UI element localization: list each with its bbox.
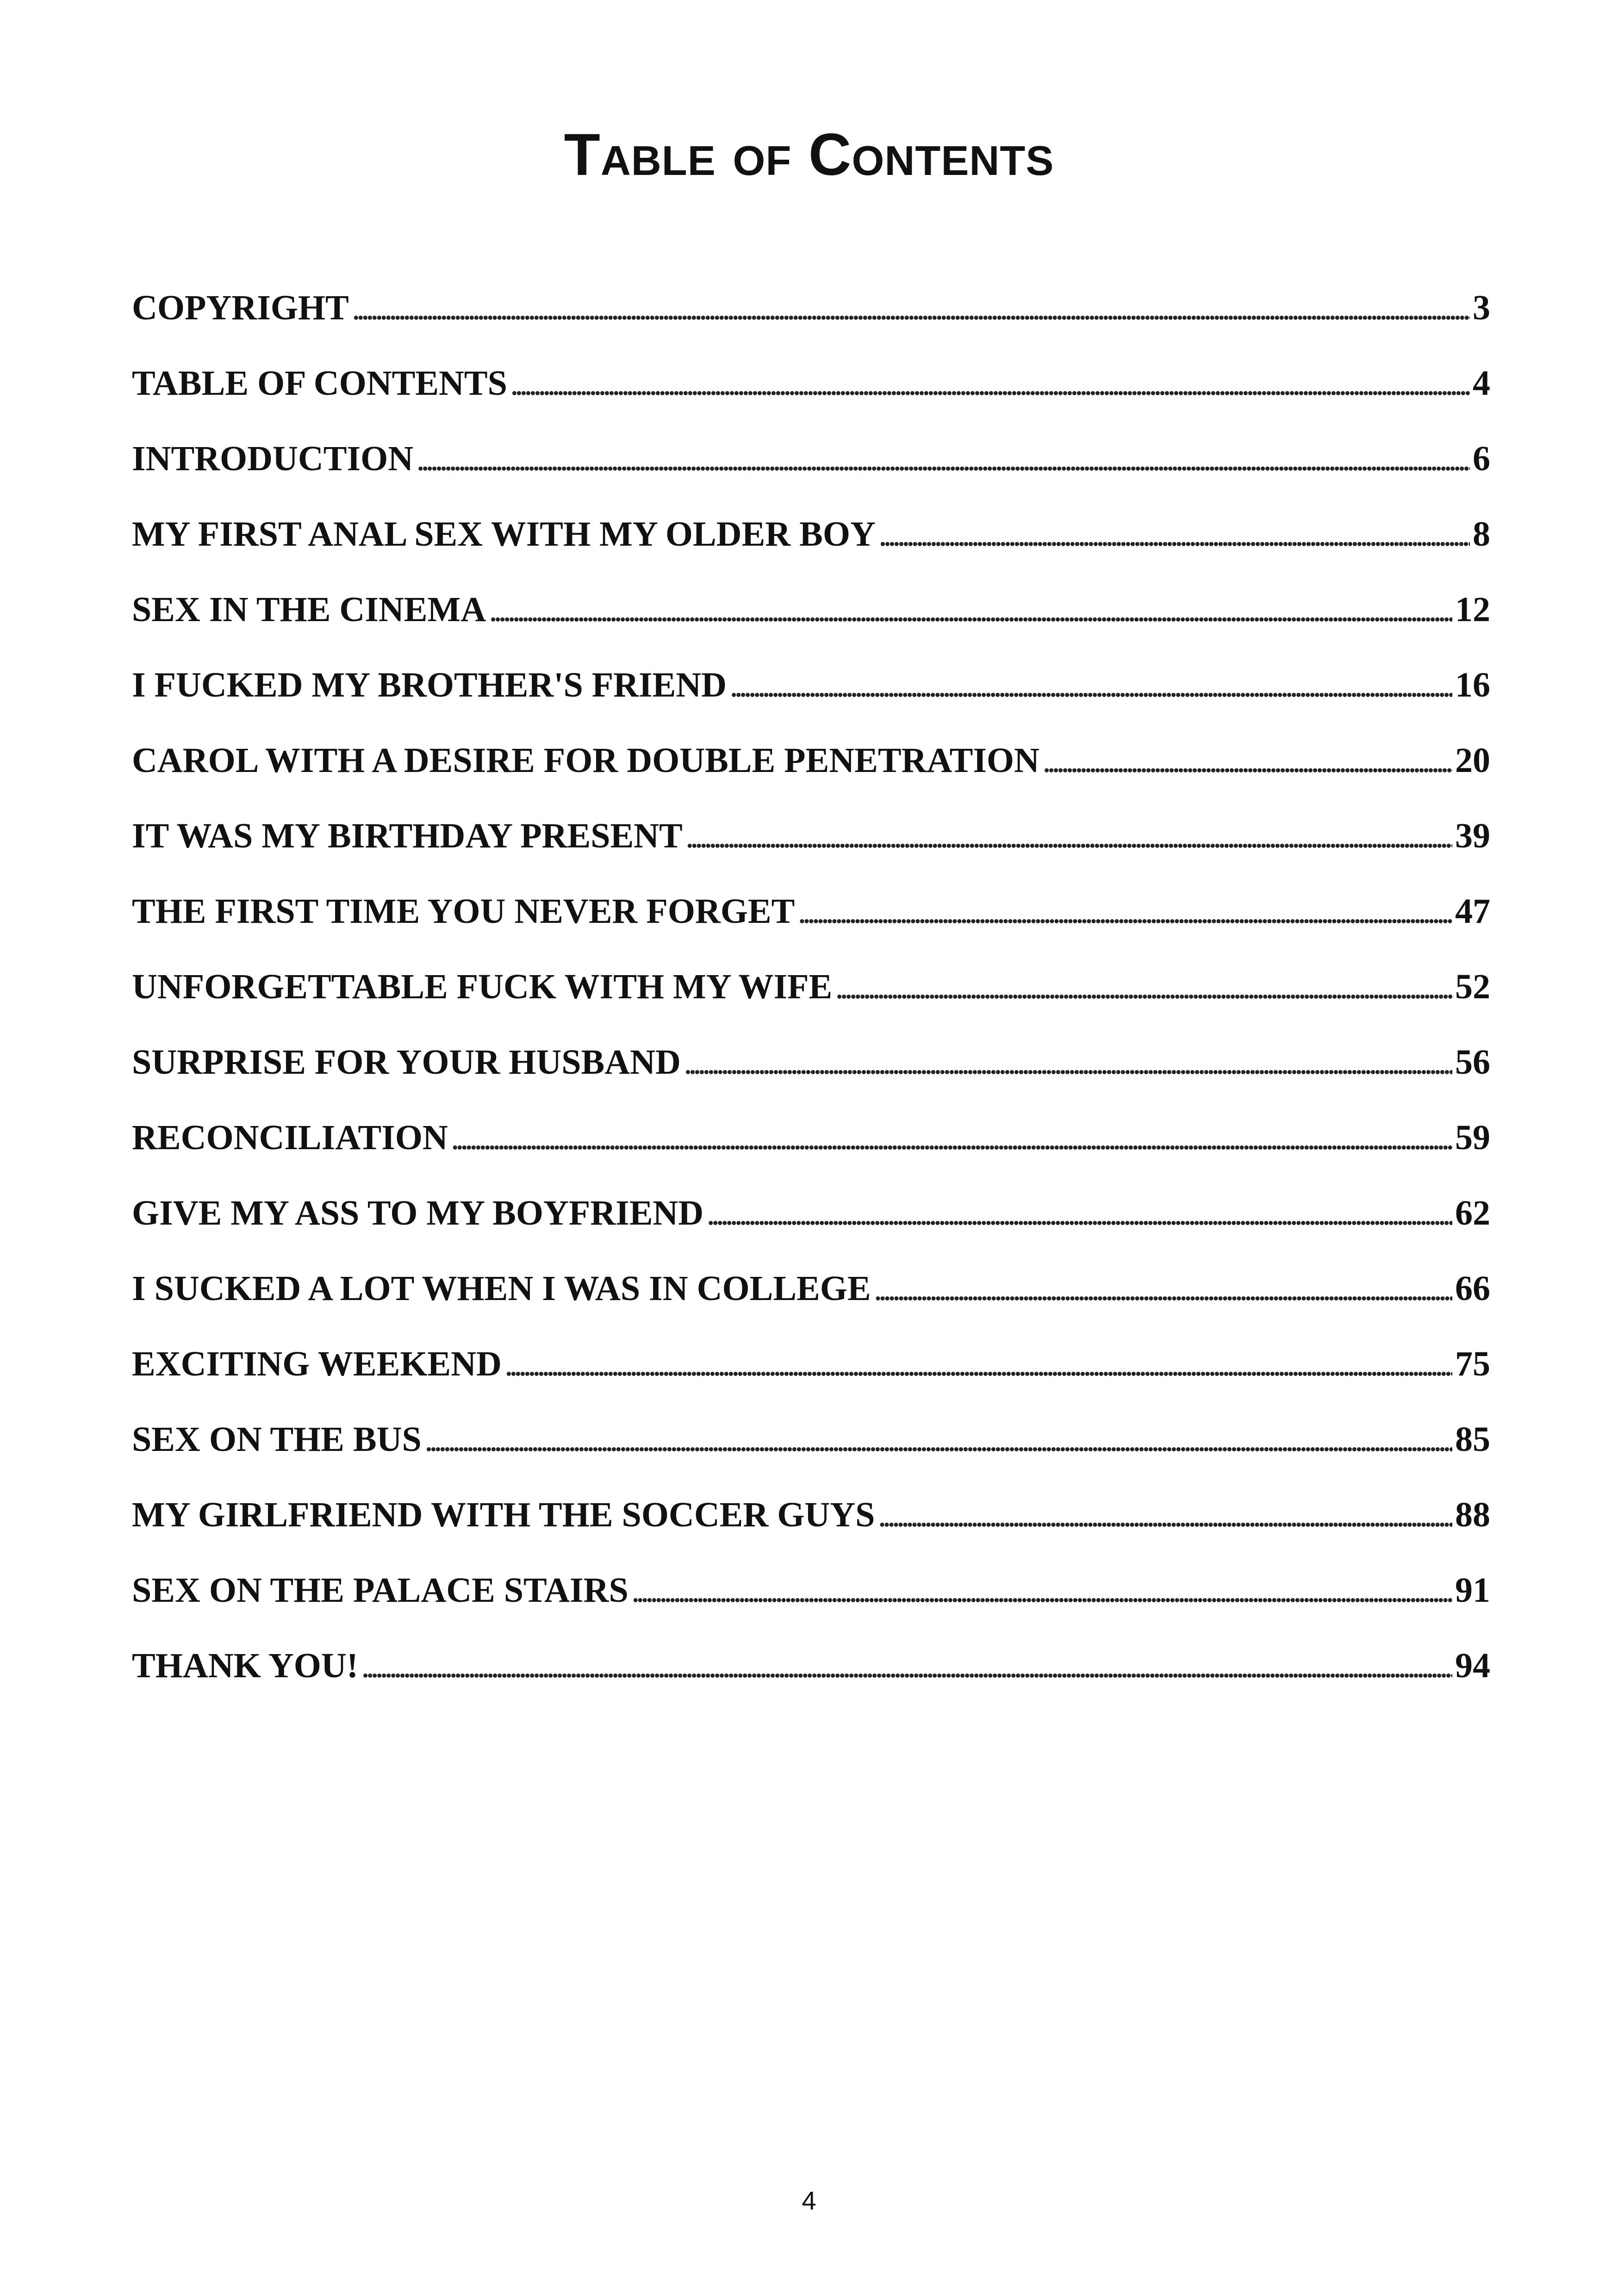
toc-entry[interactable] xyxy=(132,961,1490,1037)
toc-entry[interactable] xyxy=(132,509,1490,584)
toc-entry-title: THE FIRST TIME YOU NEVER FORGET xyxy=(132,892,795,931)
toc-entry[interactable] xyxy=(132,1188,1490,1263)
toc-dot-leader xyxy=(416,433,1470,484)
toc-dot-leader xyxy=(504,1338,1452,1389)
toc-entry-title: RECONCILIATION xyxy=(132,1118,448,1157)
toc-entry[interactable] xyxy=(132,358,1490,433)
toc-entry-title: EXCITING WEEKEND xyxy=(132,1344,502,1383)
toc-dot-leader xyxy=(631,1565,1452,1616)
toc-entry-page: 56 xyxy=(1455,1043,1490,1082)
toc-entry-title: I SUCKED A LOT WHEN I WAS IN COLLEGE xyxy=(132,1269,871,1308)
toc-entry-title: SEX ON THE PALACE STAIRS xyxy=(132,1571,629,1610)
toc-entry-page: 12 xyxy=(1455,590,1490,629)
toc-dot-leader xyxy=(874,1263,1452,1314)
toc-dot-leader xyxy=(489,584,1452,635)
page-number: 4 xyxy=(802,2186,816,2215)
toc-entry-page: 8 xyxy=(1473,515,1490,554)
toc-dot-leader xyxy=(510,358,1470,409)
toc-dot-leader xyxy=(878,509,1470,560)
toc-entry-title: SEX IN THE CINEMA xyxy=(132,590,486,629)
toc-entry[interactable] xyxy=(132,735,1490,810)
toc-dot-leader xyxy=(835,961,1452,1012)
toc-entry[interactable] xyxy=(132,282,1490,358)
toc-entry-page: 6 xyxy=(1473,439,1490,478)
toc-entry-page: 75 xyxy=(1455,1344,1490,1383)
toc-entry[interactable] xyxy=(132,1565,1490,1640)
toc-dot-leader xyxy=(424,1414,1452,1465)
toc-entry-page: 59 xyxy=(1455,1118,1490,1157)
toc-entry-title: SURPRISE FOR YOUR HUSBAND xyxy=(132,1043,681,1082)
toc-dot-leader xyxy=(684,1037,1452,1088)
toc-dot-leader xyxy=(706,1188,1452,1238)
toc-entry-page: 66 xyxy=(1455,1269,1490,1308)
toc-entry[interactable] xyxy=(132,1640,1490,1716)
toc-entry-title: SEX ON THE BUS xyxy=(132,1420,422,1459)
toc-entry-title: GIVE MY ASS TO MY BOYFRIEND xyxy=(132,1194,704,1232)
toc-entry-title: UNFORGETTABLE FUCK WITH MY WIFE xyxy=(132,967,833,1006)
toc-entry[interactable] xyxy=(132,1112,1490,1188)
toc-dot-leader xyxy=(685,810,1452,861)
toc-entry-page: 39 xyxy=(1455,816,1490,855)
toc-entry-title: MY GIRLFRIEND WITH THE SOCCER GUYS xyxy=(132,1495,875,1534)
toc-entry-page: 3 xyxy=(1473,288,1490,327)
toc-dot-leader xyxy=(797,886,1452,937)
toc-entry-title: INTRODUCTION xyxy=(132,439,414,478)
toc-entry-page: 4 xyxy=(1473,364,1490,403)
toc-entry[interactable] xyxy=(132,1338,1490,1414)
toc-entry[interactable] xyxy=(132,1037,1490,1112)
toc-dot-leader xyxy=(729,660,1452,710)
toc-entry-page: 47 xyxy=(1455,892,1490,931)
toc-entry-title: I FUCKED MY BROTHER'S FRIEND xyxy=(132,666,727,704)
toc-entry[interactable] xyxy=(132,1414,1490,1489)
toc-entry-title: IT WAS MY BIRTHDAY PRESENT xyxy=(132,816,683,855)
toc-entry[interactable] xyxy=(132,810,1490,886)
toc-entry[interactable] xyxy=(132,1489,1490,1565)
toc-dot-leader xyxy=(352,282,1470,333)
toc-dot-leader xyxy=(1042,735,1452,786)
toc-entry[interactable] xyxy=(132,1263,1490,1338)
toc-entry-page: 52 xyxy=(1455,967,1490,1006)
toc-entry-page: 62 xyxy=(1455,1194,1490,1232)
toc-entry-page: 94 xyxy=(1455,1646,1490,1685)
toc-dot-leader xyxy=(451,1112,1452,1163)
toc-dot-leader xyxy=(361,1640,1452,1691)
toc-entry-title: TABLE OF CONTENTS xyxy=(132,364,507,403)
toc-entry-page: 91 xyxy=(1455,1571,1490,1610)
toc-entry[interactable] xyxy=(132,433,1490,509)
toc-entry[interactable] xyxy=(132,886,1490,961)
toc-entry-page: 88 xyxy=(1455,1495,1490,1534)
toc-entry[interactable] xyxy=(132,660,1490,735)
toc-entry-title: CAROL WITH A DESIRE FOR DOUBLE PENETRATION xyxy=(132,741,1039,780)
toc-list xyxy=(132,282,1490,1716)
page-title: Table of Contents xyxy=(564,122,1054,188)
toc-entry-title: MY FIRST ANAL SEX WITH MY OLDER BOY xyxy=(132,515,876,554)
toc-entry-page: 16 xyxy=(1455,666,1490,704)
toc-entry-title: THANK YOU! xyxy=(132,1646,359,1685)
toc-entry[interactable] xyxy=(132,584,1490,660)
toc-entry-title: COPYRIGHT xyxy=(132,288,349,327)
toc-entry-page: 20 xyxy=(1455,741,1490,780)
toc-dot-leader xyxy=(877,1489,1452,1540)
toc-entry-page: 85 xyxy=(1455,1420,1490,1459)
